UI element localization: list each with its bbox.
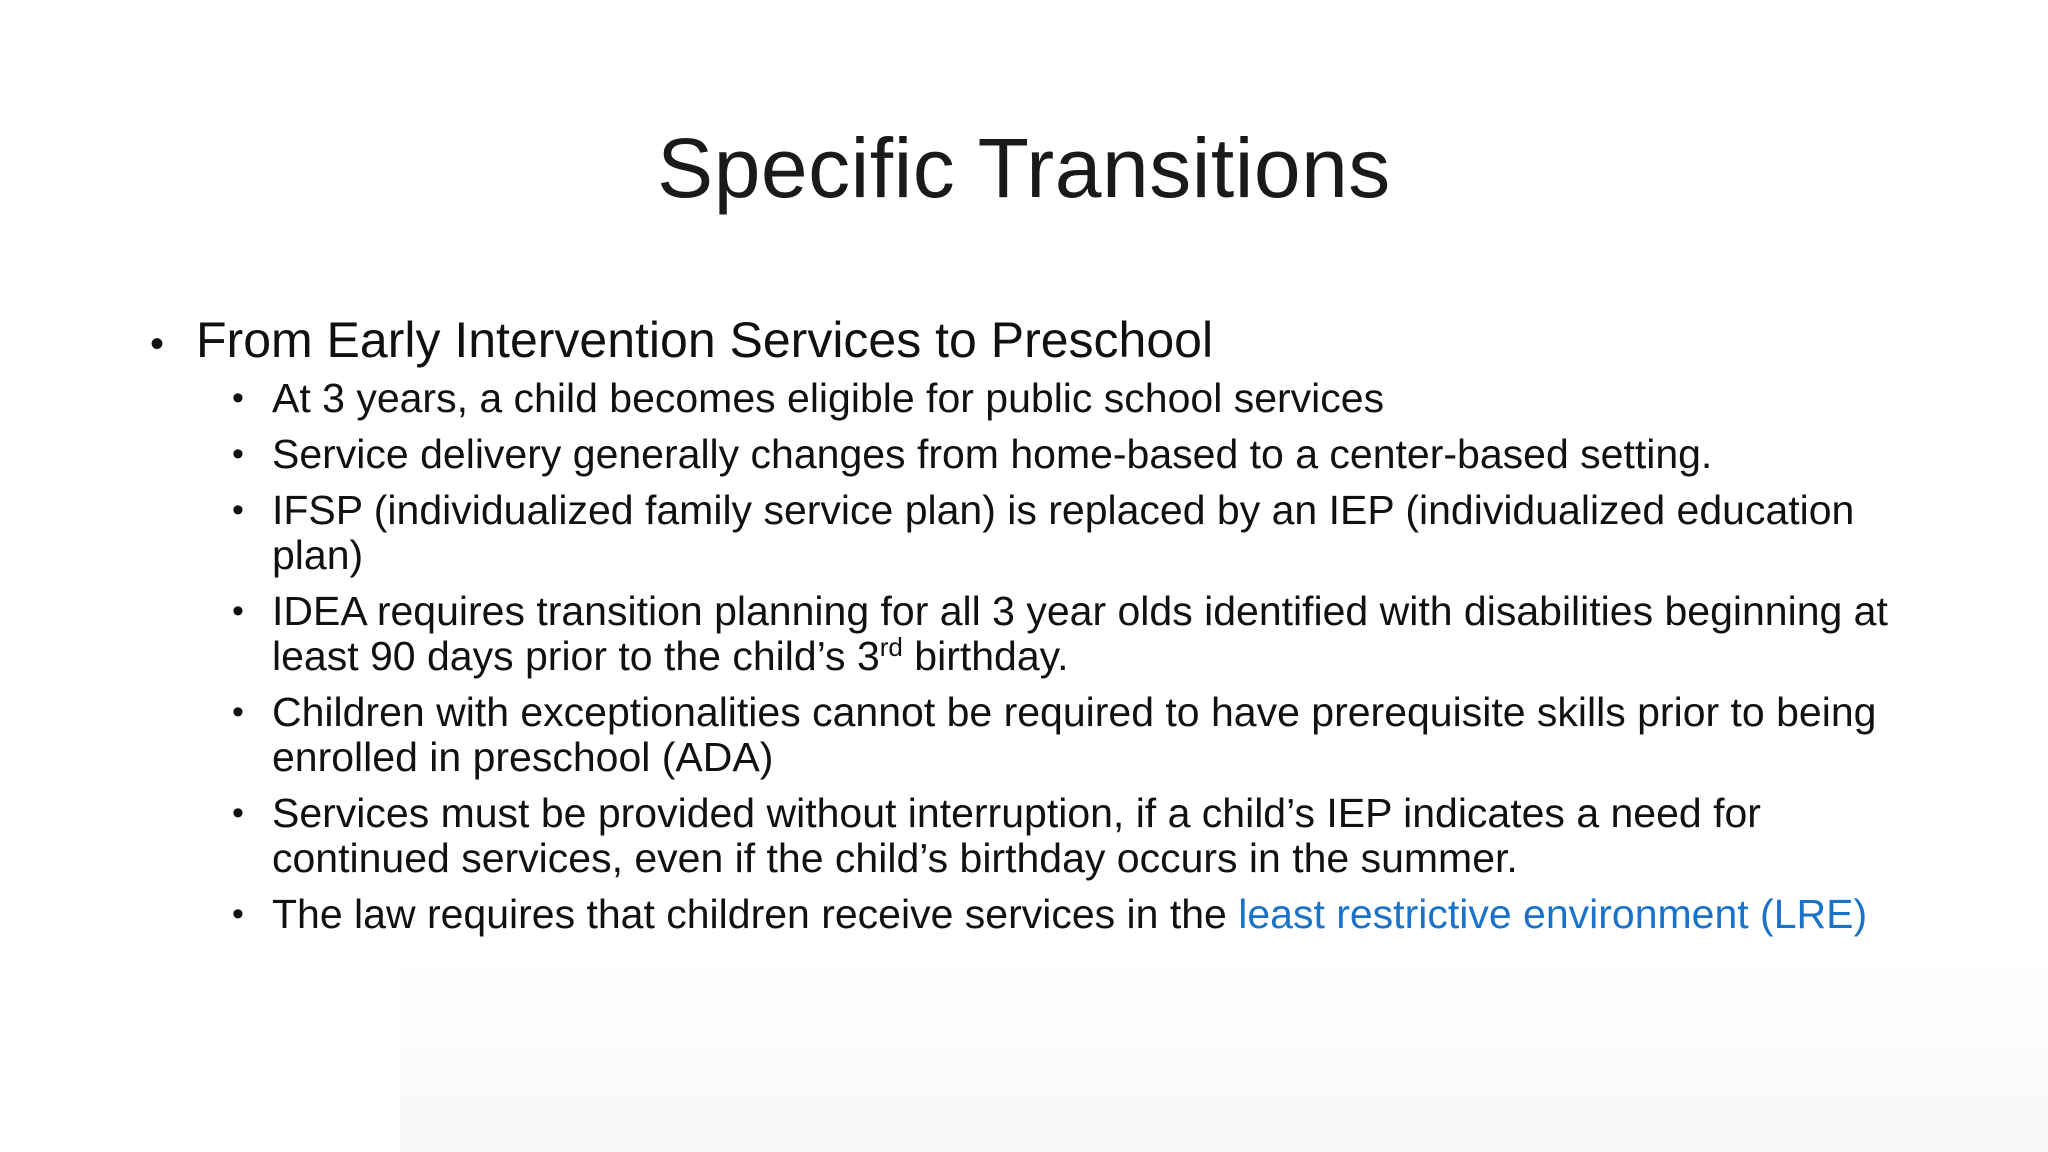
bullet-icon: • <box>150 322 165 366</box>
sub-bullet-text-end: birthday. <box>902 633 1069 679</box>
main-bullet-text: From Early Intervention Services to Preschool <box>196 312 1214 368</box>
sub-bullet-text: Children with exceptionalities cannot be required to have prerequisite skills prior to being enrolled in preschool (ADA) <box>272 689 1877 780</box>
sub-bullet-text: Services must be provided without interruption, if a child’s IEP indicates a need for continued services, even if the child’s birthday occurs in the summer. <box>272 790 1761 881</box>
bullet-icon: • <box>232 794 244 832</box>
lre-link[interactable]: least restrictive environment (LRE) <box>1238 891 1868 937</box>
sub-bullet-text: At 3 years, a child becomes eligible for public school services <box>272 375 1385 421</box>
bullet-icon: • <box>232 379 244 417</box>
sub-bullet-item <box>232 791 1892 881</box>
sub-bullet-item <box>232 488 1892 578</box>
ordinal-superscript: rd <box>879 632 903 662</box>
sub-bullet-item <box>232 589 1892 679</box>
bullet-icon: • <box>232 895 244 933</box>
slide-title: Specific Transitions <box>657 121 1391 215</box>
sub-bullet-item <box>232 432 1892 477</box>
sub-bullet-item <box>232 376 1892 421</box>
main-bullet <box>150 310 1213 374</box>
bullet-icon: • <box>232 693 244 731</box>
sub-bullet-text: Service delivery generally changes from home-based to a center-based setting. <box>272 431 1713 477</box>
bullet-icon: • <box>232 435 244 473</box>
sub-bullet-list <box>232 376 1892 948</box>
sub-bullet-item <box>232 892 1892 937</box>
sub-bullet-text: IDEA requires transition planning for all 3 year olds identified with disabilities beginning at least 90 days prior to the child’s 3 <box>272 588 1888 679</box>
sub-bullet-item <box>232 690 1892 780</box>
bullet-icon: • <box>232 592 244 630</box>
sub-bullet-text: IFSP (individualized family service plan) is replaced by an IEP (individualized education plan) <box>272 487 1855 578</box>
background-shade <box>400 960 2048 1152</box>
sub-bullet-text: The law requires that children receive services in the <box>272 891 1239 937</box>
bullet-icon: • <box>232 491 244 529</box>
